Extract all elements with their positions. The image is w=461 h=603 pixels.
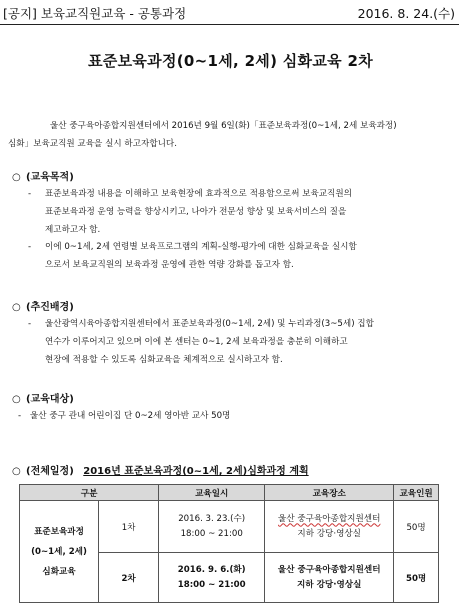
schedule-subtitle: 2016년 표준보육과정(0~1세, 2세)심화과정 계획	[83, 466, 309, 477]
dash-bullet: -	[28, 319, 32, 329]
column-header: 구분	[20, 485, 159, 501]
place-line: 울산 중구육아종합지원센터	[277, 564, 381, 575]
item-line: 제고하고자 함.	[45, 225, 101, 235]
place-line: 지하 강당·영상실	[297, 579, 362, 590]
date-text: 2016. 3. 23.(수)	[178, 513, 246, 524]
section-heading-text: (추진배경)	[26, 302, 74, 313]
dash-bullet: -	[28, 189, 32, 199]
purpose-item-2	[28, 238, 450, 274]
section-schedule-heading	[12, 462, 309, 477]
time-text: 18:00 ~ 21:00	[180, 528, 243, 539]
item-line: 울산광역시육아종합지원센터에서 표준보육과정(0~1세, 2세) 및 누리과정(3~5세) 집합	[45, 319, 374, 329]
item-line: 이에 0~1세, 2세 연령별 보육프로그램의 계획-실행-평가에 대한 심화교육을 실시함	[45, 242, 357, 252]
date-text: 2016. 9. 6.(화)	[177, 564, 246, 575]
background-item-1	[28, 315, 450, 369]
place-cell	[265, 501, 394, 553]
circle-bullet-icon: ○	[12, 394, 21, 405]
item-line: 연수가 이루어지고 있으며 이에 본 센터는 0~1, 2세 보육과정을 충분히 이해하고	[45, 337, 348, 347]
notice-header	[0, 0, 459, 25]
count-cell: 50명	[394, 553, 439, 603]
section-target-heading	[12, 390, 74, 405]
table-row	[20, 501, 439, 553]
dash-bullet: -	[18, 411, 22, 421]
circle-bullet-icon: ○	[12, 172, 21, 183]
intro-paragraph	[8, 117, 453, 153]
count-cell: 50명	[394, 501, 439, 553]
document-title: 표준보육과정(0~1세, 2세) 심화교육 2차	[88, 52, 373, 70]
section-heading-text: (교육대상)	[26, 394, 74, 405]
group-line: 심화교육	[42, 566, 76, 577]
section-heading-text: (전체일정)	[26, 466, 74, 477]
item-line: 으로서 보육교직원의 보육과정 운영에 관한 역량 강화를 돕고자 함.	[45, 260, 294, 270]
notice-category: [공지] 보육교직원교육 - 공통과정	[3, 6, 187, 21]
column-header: 교육장소	[265, 485, 394, 501]
section-purpose-heading	[12, 168, 74, 183]
item-line: 울산 중구 관내 어린이집 단 0~2세 영아반 교사 50명	[30, 411, 231, 421]
item-line: 표준보육과정 운영 능력을 향상시키고, 나아가 전문성 향상 및 보육서비스의 질을	[45, 207, 347, 217]
item-line: 현장에 적용할 수 있도록 심화교육을 체계적으로 실시하고자 함.	[45, 355, 283, 365]
round-cell: 1차	[99, 501, 159, 553]
section-background-heading	[12, 298, 74, 313]
place-line: 지하 강당·영상실	[297, 528, 361, 539]
time-text: 18:00 ~ 21:00	[177, 579, 246, 590]
section-heading-text: (교육목적)	[26, 172, 74, 183]
intro-line-2: 심화」보육교직원 교육을 실시 하고자합니다.	[8, 139, 177, 149]
group-line: 표준보육과정	[34, 526, 84, 537]
table-header-row	[20, 485, 439, 501]
group-line: (0~1세, 2세)	[31, 546, 87, 557]
column-header: 교육인원	[394, 485, 439, 501]
notice-date: 2016. 8. 24.(수)	[357, 6, 455, 21]
schedule-table	[19, 484, 439, 603]
column-header: 교육일시	[159, 485, 265, 501]
datetime-cell	[159, 553, 265, 603]
intro-line-1: 울산 중구육아종합지원센터에서 2016년 9월 6일(화)「표준보육과정(0~1세, 2세 보육과정)	[50, 121, 397, 131]
circle-bullet-icon: ○	[12, 302, 21, 313]
purpose-item-1	[28, 185, 450, 239]
dash-bullet: -	[28, 242, 32, 252]
group-cell	[20, 501, 99, 603]
target-item-1	[18, 407, 440, 425]
place-line: 울산 중구육아종합지원센터	[278, 513, 381, 524]
circle-bullet-icon: ○	[12, 466, 21, 477]
item-line: 표준보육과정 내용을 이해하고 보육현장에 효과적으로 적용함으로써 보육교직원의	[45, 189, 352, 199]
place-cell	[265, 553, 394, 603]
datetime-cell	[159, 501, 265, 553]
round-cell: 2차	[99, 553, 159, 603]
